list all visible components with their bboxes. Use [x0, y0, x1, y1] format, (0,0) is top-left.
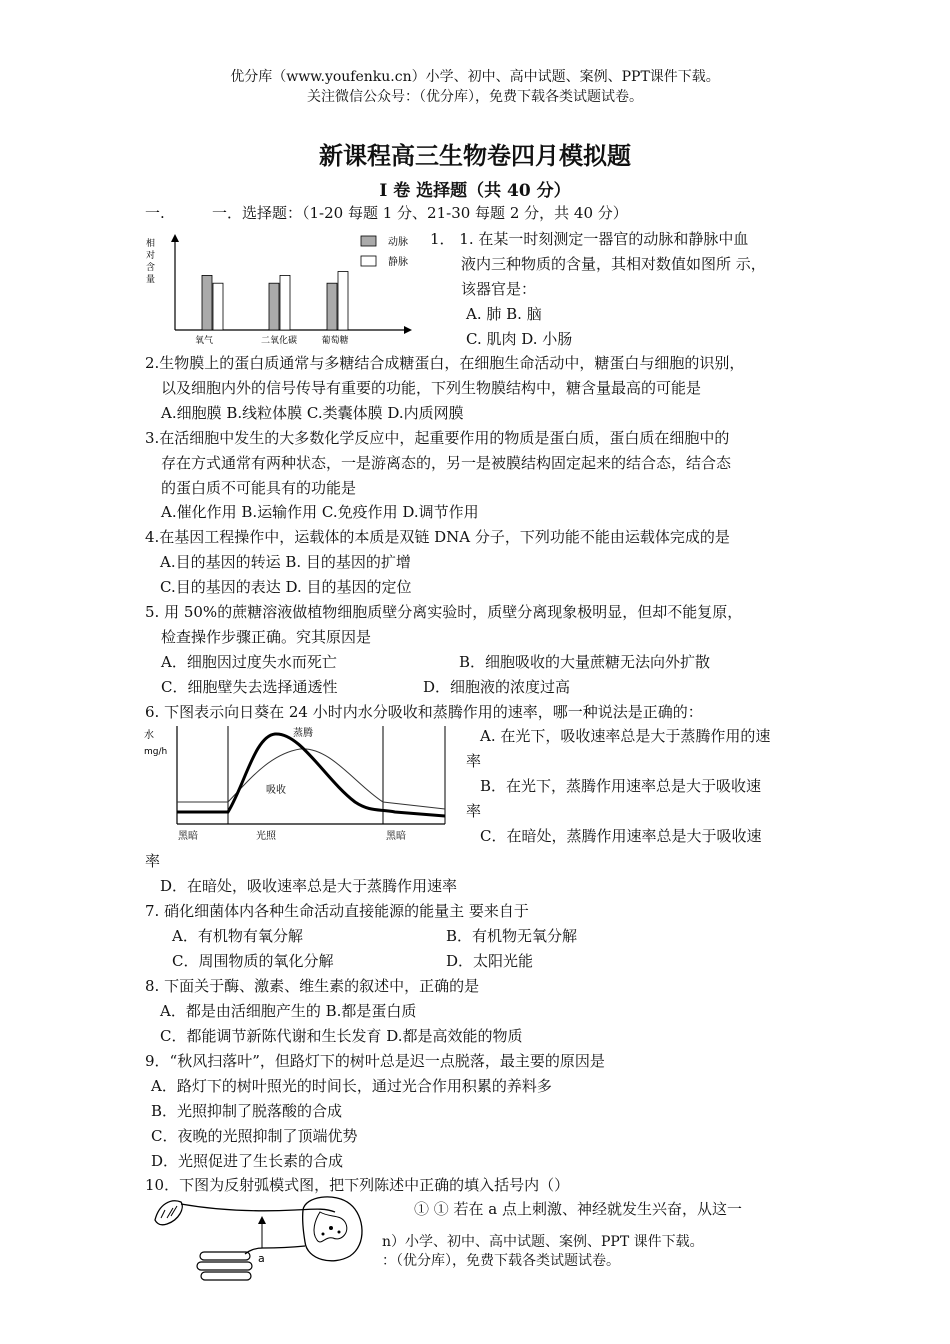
q8-options-2: C．都能调节新陈代谢和生长发育 D.都是高效能的物质	[160, 1027, 523, 1045]
bar-vein-2	[280, 275, 290, 330]
legend-vein-label: 静脉	[388, 257, 408, 268]
bar-artery-3	[327, 283, 337, 330]
q9-option-d: D．光照促进了生长素的合成	[151, 1152, 344, 1170]
graph-label-light: 光照	[256, 831, 276, 842]
footer-line-1: n）小学、初中、高中试题、案例、PPT 课件下载。	[382, 1234, 704, 1250]
header-line-1: 优分库（www.youfenku.cn）小学、初中、高中试题、案例、PPT课件下载。	[230, 69, 720, 85]
q7-line-1: 7. 硝化细菌体内各种生命活动直接能源的能量主 要来自于	[145, 902, 529, 920]
bar-artery-2	[269, 283, 279, 330]
q9-option-c: C．夜晚的光照抑制了顶端优势	[151, 1127, 358, 1145]
chart-category-2: 二氧化碳	[260, 336, 298, 346]
q1-options-1: A. 肺 B. 脑	[466, 305, 542, 323]
section-instructions: 一．选择题：（1-20 每题 1 分、21-30 每题 2 分，共 40 分）	[212, 204, 628, 222]
legend-vein-swatch	[361, 256, 376, 266]
q8-options-1: A．都是由活细胞产生的 B.都是蛋白质	[160, 1002, 417, 1020]
bar-vein-3	[338, 272, 348, 331]
graph-label-transpiration: 蒸腾	[293, 728, 313, 739]
q10-line-1: 10．下图为反射弧模式图，把下列陈述中正确的填入括号内（）	[145, 1176, 570, 1194]
point-a-label: a	[258, 1252, 265, 1265]
q2-line-1: 2.生物膜上的蛋白质通常与多糖结合成糖蛋白，在细胞生命活动中，糖蛋白与细胞的识别，	[145, 354, 745, 372]
chart-x-arrow	[404, 326, 412, 334]
q5-option-c: C．细胞壁失去选择通透性	[161, 678, 338, 696]
q6-water-graph	[140, 724, 450, 844]
graph-label-dark-2: 黑暗	[386, 831, 406, 842]
q5-line-2: 检查操作步骤正确。究其原因是	[161, 628, 372, 646]
bar-vein-1	[213, 283, 223, 330]
q7-option-b: B．有机物无氧分解	[446, 927, 578, 945]
q6-option-c-1: C．在暗处，蒸腾作用速率总是大于吸收速	[480, 827, 762, 845]
q3-line-2: 存在方式通常有两种状态，一是游离态的，另一是被膜结构固定起来的结合态，结合态	[161, 454, 732, 472]
footer-line-2: ：（优分库），免费下载各类试题试卷。	[382, 1253, 620, 1269]
q1-line-2: 液内三种物质的含量，其相对数值如图所 示，	[461, 255, 766, 273]
q9-line-1: 9．“秋风扫落叶”，但路灯下的树叶总是迟一点脱落，最主要的原因是	[145, 1052, 605, 1070]
q6-option-a-2: 率	[466, 752, 482, 770]
q7-option-c: C．周围物质的氧化分解	[172, 952, 334, 970]
q10-line-2: ① ① 若在 a 点上刺激、神经就发生兴奋，从这一	[414, 1200, 743, 1218]
q6-option-d: D．在暗处，吸收速率总是大于蒸腾作用速率	[160, 877, 458, 895]
graph-ylabel-2: mg/h	[144, 747, 168, 757]
chart-ylabel-3: 含	[146, 263, 156, 273]
graph-label-absorption: 吸收	[266, 785, 286, 796]
graph-label-dark-1: 黑暗	[178, 831, 198, 842]
q6-line-1: 6. 下图表示向日葵在 24 小时内水分吸收和蒸腾作用的速率，哪一种说法是正确的：	[145, 703, 703, 721]
page-title: 新课程高三生物卷四月模拟题	[319, 141, 631, 170]
q1-bar-chart	[140, 232, 430, 347]
q2-options: A.细胞膜 B.线粒体膜 C.类囊体膜 D.内质网膜	[161, 404, 464, 422]
bar-artery-1	[202, 275, 212, 330]
q5-option-b: B．细胞吸收的大量蔗糖无法向外扩散	[459, 653, 711, 671]
chart-category-3: 葡萄糖	[321, 336, 349, 346]
q4-line-1: 4.在基因工程操作中，运载体的本质是双链 DNA 分子，下列功能不能由运载体完成的是	[145, 528, 730, 546]
q10-reflex-arc-diagram	[145, 1190, 400, 1285]
section-number: 一.	[145, 204, 165, 222]
q9-option-b: B．光照抑制了脱落酸的合成	[151, 1102, 343, 1120]
afferent-nerve	[181, 1204, 335, 1212]
chart-ylabel-1: 相	[146, 239, 156, 249]
legend-artery-swatch	[361, 236, 376, 246]
q3-line-3: 的蛋白质不可能具有的功能是	[161, 479, 357, 497]
q5-line-1: 5. 用 50%的蔗糖溶液做植物细胞质壁分离实验时，质壁分离现象极明显，但却不能复原，	[145, 603, 743, 621]
q1-line-3: 该器官是：	[461, 280, 537, 298]
stimulus-arrow-head	[258, 1216, 266, 1224]
receptor-icon	[155, 1201, 182, 1225]
q9-option-a: A．路灯下的树叶照光的时间长，通过光合作用积累的养料多	[151, 1077, 552, 1095]
transpiration-curve	[177, 734, 445, 816]
q8-line-1: 8. 下面关于酶、激素、维生素的叙述中，正确的是	[145, 977, 480, 995]
q6-option-c-2: 率	[145, 852, 161, 870]
effector-muscle-icon	[197, 1252, 252, 1280]
chart-y-arrow	[171, 234, 179, 242]
graph-ylabel-1: 水	[144, 730, 154, 741]
q4-options-1: A.目的基因的转运 B. 目的基因的扩增	[160, 553, 411, 571]
q7-option-d: D．太阳光能	[446, 952, 534, 970]
q6-option-b-1: B．在光下，蒸腾作用速率总是大于吸收速	[480, 777, 762, 795]
chart-category-1: 氧气	[194, 336, 214, 346]
q1-options-2: C. 肌肉 D. 小肠	[466, 330, 573, 348]
spinal-cord-icon	[303, 1197, 362, 1261]
q4-options-2: C.目的基因的表达 D. 目的基因的定位	[160, 578, 412, 596]
q6-option-a-1: A. 在光下，吸收速率总是大于蒸腾作用的速	[480, 727, 771, 745]
q5-option-a: A．细胞因过度失水而死亡	[161, 653, 337, 671]
q5-option-d: D．细胞液的浓度过高	[423, 678, 571, 696]
q6-option-b-2: 率	[466, 802, 482, 820]
efferent-nerve	[245, 1246, 305, 1254]
chart-ylabel-2: 对	[146, 251, 156, 261]
chart-ylabel-4: 量	[146, 275, 156, 285]
q2-line-2: 以及细胞内外的信号传导有重要的功能，下列生物膜结构中，糖含量最高的可能是	[161, 379, 702, 397]
legend-artery-label: 动脉	[388, 237, 408, 248]
section-subtitle: Ⅰ 卷 选择题（共 40 分）	[379, 181, 571, 201]
q3-options: A.催化作用 B.运输作用 C.免疫作用 D.调节作用	[161, 503, 479, 521]
q3-line-1: 3.在活细胞中发生的大多数化学反应中，起重要作用的物质是蛋白质，蛋白质在细胞中的	[145, 429, 730, 447]
q7-option-a: A．有机物有氧分解	[172, 927, 303, 945]
header-line-2: 关注微信公众号：（优分库），免费下载各类试题试卷。	[307, 89, 643, 105]
q1-line-1: 1． 1. 在某一时刻测定一器官的动脉和静脉中血	[430, 230, 749, 248]
